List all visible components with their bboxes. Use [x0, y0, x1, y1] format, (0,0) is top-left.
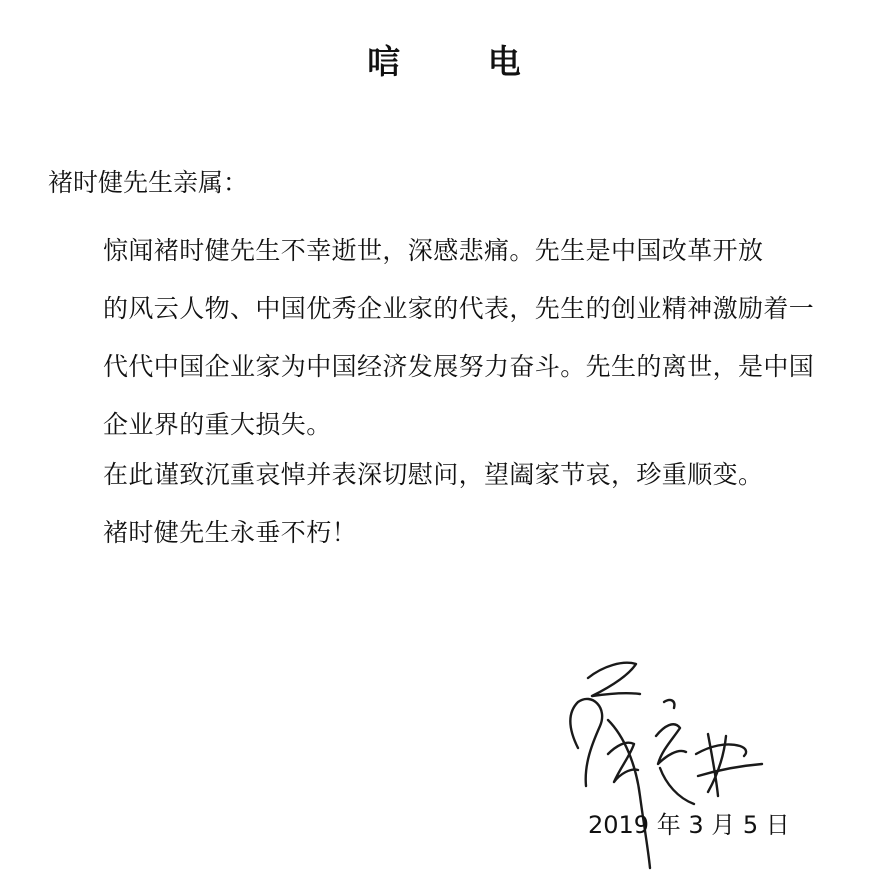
- signature-stroke-8: [696, 744, 746, 756]
- letter-date: 2019 年 3 月 5 日: [588, 811, 790, 839]
- paragraph-1: [48, 222, 840, 454]
- paragraph-1-line-2: 的风云人物、中国优秀企业家的代表，先生的创业精神激励着一: [103, 294, 815, 323]
- letter-title: 唁 电: [367, 42, 559, 81]
- signature-stroke-1: [588, 663, 640, 696]
- salutation: 褚时健先生亲属：: [48, 168, 249, 197]
- signature-stroke-5: [656, 724, 686, 764]
- signature-stroke-7: [660, 768, 694, 804]
- paragraph-3: 褚时健先生永垂不朽！: [103, 518, 358, 547]
- signature-stroke-11: [698, 764, 762, 776]
- paragraph-1-line-1: 惊闻褚时健先生不幸逝世，深感悲痛。先生是中国改革开放: [103, 236, 764, 265]
- paragraph-1-line-3: 代代中国企业家为中国经济发展努力奋斗。先生的离世，是中国: [103, 352, 815, 381]
- paragraph-1-line-4: 企业界的重大损失。: [103, 410, 332, 439]
- signature-stroke-2: [570, 699, 602, 786]
- paragraph-2: 在此谨致沉重哀悼并表深切慰问，望阖家节哀，珍重顺变。: [103, 460, 764, 489]
- signature-stroke-6: [664, 700, 674, 708]
